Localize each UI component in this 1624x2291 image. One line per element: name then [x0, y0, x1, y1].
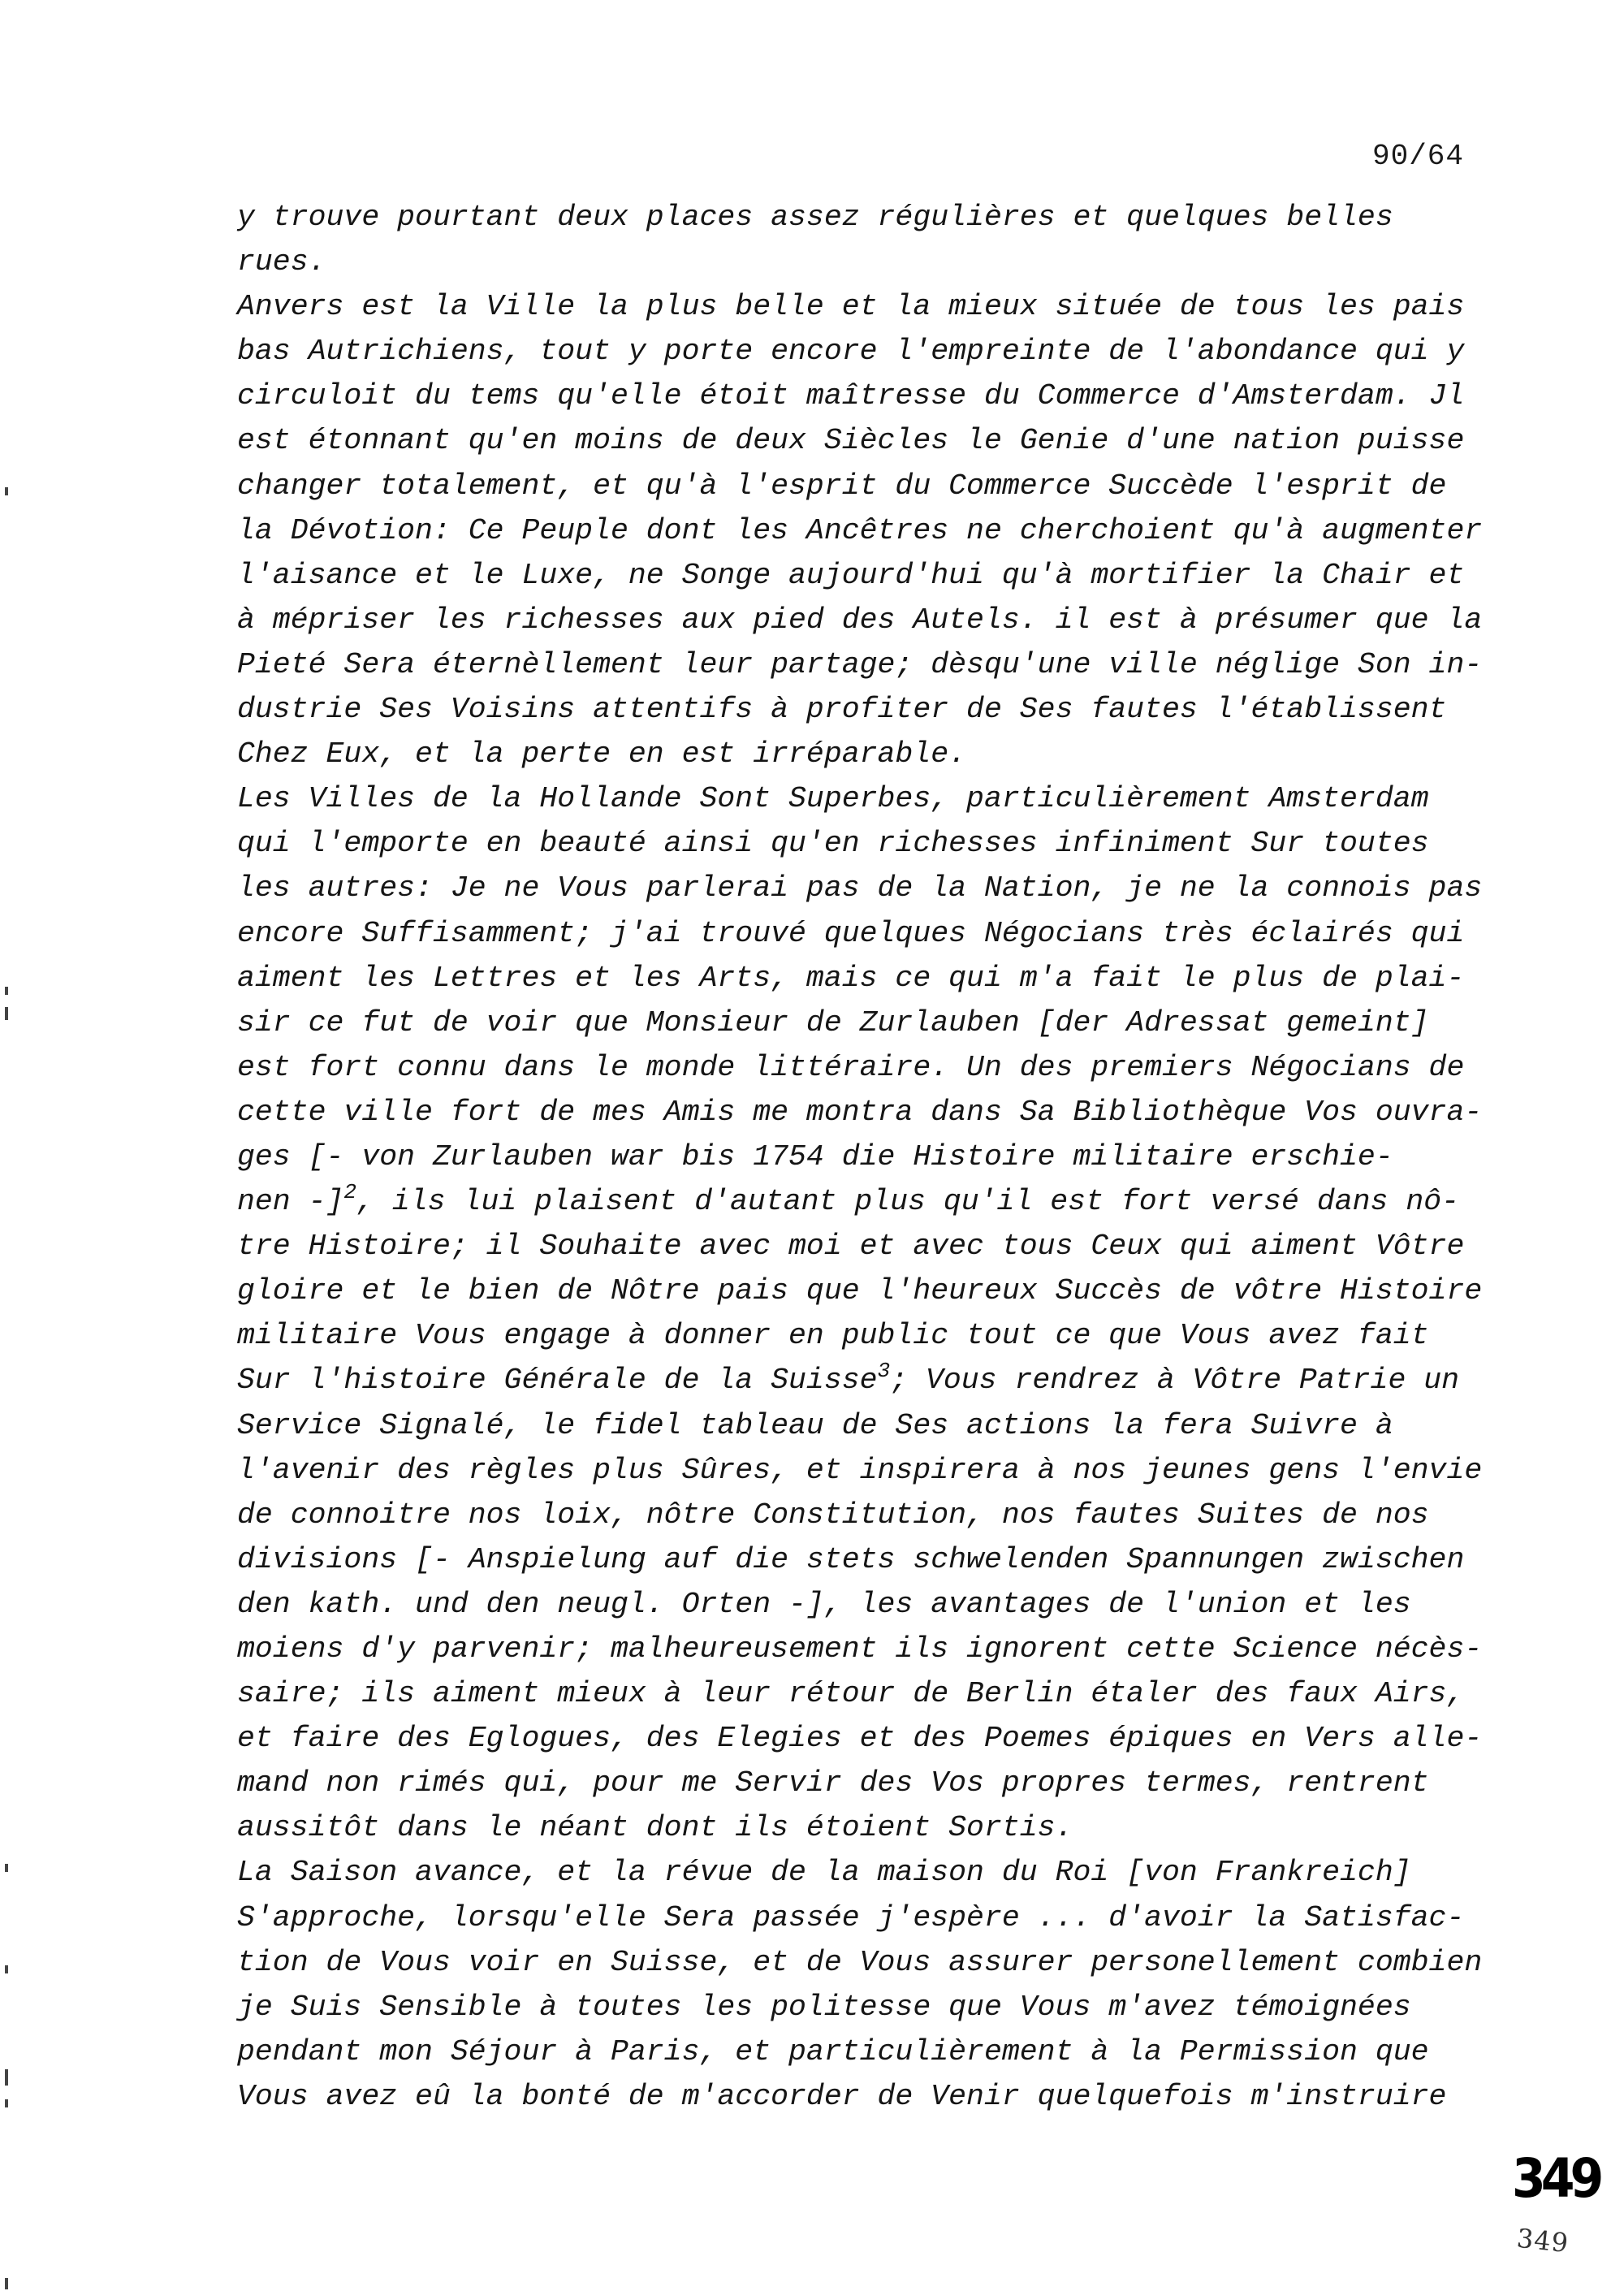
text-line: bas Autrichiens, tout y porte encore l'empreinte de l'abondance qui y [237, 335, 1465, 369]
text-line: La Saison avance, et la révue de la maison du Roi [von Frankreich] [237, 1856, 1411, 1890]
footnote-marker: 3 [877, 1359, 891, 1384]
text-line: cette ville fort de mes Amis me montra dans Sa Bibliothèque Vos ouvra- [237, 1095, 1483, 1129]
archive-stamp-number: 349 [1512, 2147, 1600, 2211]
text-line: est fort connu dans le monde littéraire. Un des premiers Négocians de [237, 1050, 1465, 1084]
text-line: tion de Vous voir en Suisse, et de Vous assurer personellement combien [237, 1945, 1483, 1979]
text-line: aussitôt dans le néant dont ils étoient Sortis. [237, 1811, 1073, 1845]
text-line: y trouve pourtant deux places assez régulières et quelques belles [237, 201, 1393, 234]
text-line: la Dévotion: Ce Peuple dont les Ancêtres ne cherchoient qu'à augmenter [237, 513, 1483, 547]
scan-edge-marks [0, 0, 16, 2291]
text-line: sir ce fut de voir que Monsieur de Zurlauben [der Adressat gemeint] [237, 1005, 1429, 1040]
text-line: dustrie Ses Voisins attentifs à profiter de Ses fautes l'établissent [237, 693, 1447, 727]
text-line: militaire Vous engage à donner en public tout ce que Vous avez fait [237, 1319, 1429, 1353]
text-line: pendant mon Séjour à Paris, et particulièrement à la Permission que [237, 2034, 1429, 2068]
text-line-with-footnote [237, 1358, 1504, 1403]
line-text: Sur l'histoire Générale de la Suisse [237, 1364, 878, 1398]
text-line: l'aisance et le Luxe, ne Songe aujourd'hui qu'à mortifier la Chair et [237, 558, 1465, 592]
page-number: 90/64 [1372, 140, 1465, 173]
line-text: , ils lui plaisent d'autant plus qu'il est fort versé dans nô- [356, 1185, 1460, 1219]
text-line: et faire des Eglogues, des Elegies et des Poemes épiques en Vers alle- [237, 1722, 1483, 1756]
text-line: circuloit du tems qu'elle étoit maîtresse du Commerce d'Amsterdam. Jl [237, 379, 1465, 413]
footnote-marker: 2 [343, 1180, 357, 1205]
line-text: ; Vous rendrez à Vôtre Patrie un [890, 1364, 1460, 1398]
pencil-folio-number: 349 [1515, 2222, 1570, 2259]
text-line: Anvers est la Ville la plus belle et la mieux située de tous les pais [237, 290, 1465, 324]
text-line: de connoitre nos loix, nôtre Constitution, nos fautes Suites de nos [237, 1498, 1429, 1532]
text-line: les autres: Je ne Vous parlerai pas de la Nation, je ne la connois pas [237, 871, 1483, 906]
text-line: saire; ils aiment mieux à leur rétour de Berlin étaler des faux Airs, [237, 1677, 1465, 1711]
text-line-with-footnote [237, 1179, 1504, 1224]
text-line: S'approche, lorsqu'elle Sera passée j'espère ... d'avoir la Satisfac- [237, 1900, 1465, 1934]
text-line: aiment les Lettres et les Arts, mais ce qui m'a fait le plus de plai- [237, 961, 1465, 995]
text-line: moiens d'y parvenir; malheureusement ils ignorent cette Science nécès- [237, 1632, 1483, 1666]
line-text: nen -] [237, 1185, 344, 1219]
text-line: gloire et le bien de Nôtre pais que l'heureux Succès de vôtre Histoire [237, 1274, 1483, 1308]
text-line: rues. [237, 245, 326, 279]
text-line: qui l'emporte en beauté ainsi qu'en richesses infiniment Sur toutes [237, 827, 1429, 861]
text-line: je Suis Sensible à toutes les politesse que Vous m'avez témoignées [237, 1990, 1411, 2024]
text-line: est étonnant qu'en moins de deux Siècles le Genie d'une nation puisse [237, 424, 1465, 458]
text-line: ges [- von Zurlauben war bis 1754 die Histoire militaire erschie- [237, 1139, 1393, 1174]
text-line: Les Villes de la Hollande Sont Superbes, particulièrement Amsterdam [237, 782, 1429, 816]
letter-body [237, 195, 1504, 2119]
text-line: changer totalement, et qu'à l'esprit du Commerce Succède l'esprit de [237, 469, 1447, 503]
text-line: divisions [- Anspielung auf die stets schwelenden Spannungen zwischen [237, 1542, 1465, 1576]
text-line: Vous avez eû la bonté de m'accorder de Venir quelquefois m'instruire [237, 2079, 1447, 2113]
text-line: l'avenir des règles plus Sûres, et inspirera à nos jeunes gens l'envie [237, 1453, 1483, 1487]
text-line: den kath. und den neugl. Orten -], les avantages de l'union et les [237, 1587, 1411, 1621]
text-line: Chez Eux, et la perte en est irréparable. [237, 737, 967, 772]
text-line: à mépriser les richesses aux pied des Autels. il est à présumer que la [237, 603, 1483, 637]
text-line: Service Signalé, le fidel tableau de Ses actions la fera Suivre à [237, 1408, 1393, 1442]
text-line: tre Histoire; il Souhaite avec moi et avec tous Ceux qui aiment Vôtre [237, 1230, 1465, 1264]
text-line: Pieté Sera éternèllement leur partage; dèsqu'une ville néglige Son in- [237, 647, 1483, 681]
text-line: encore Suffisamment; j'ai trouvé quelques Négocians très éclairés qui [237, 916, 1465, 950]
text-line: mand non rimés qui, pour me Servir des Vos propres termes, rentrent [237, 1766, 1429, 1800]
